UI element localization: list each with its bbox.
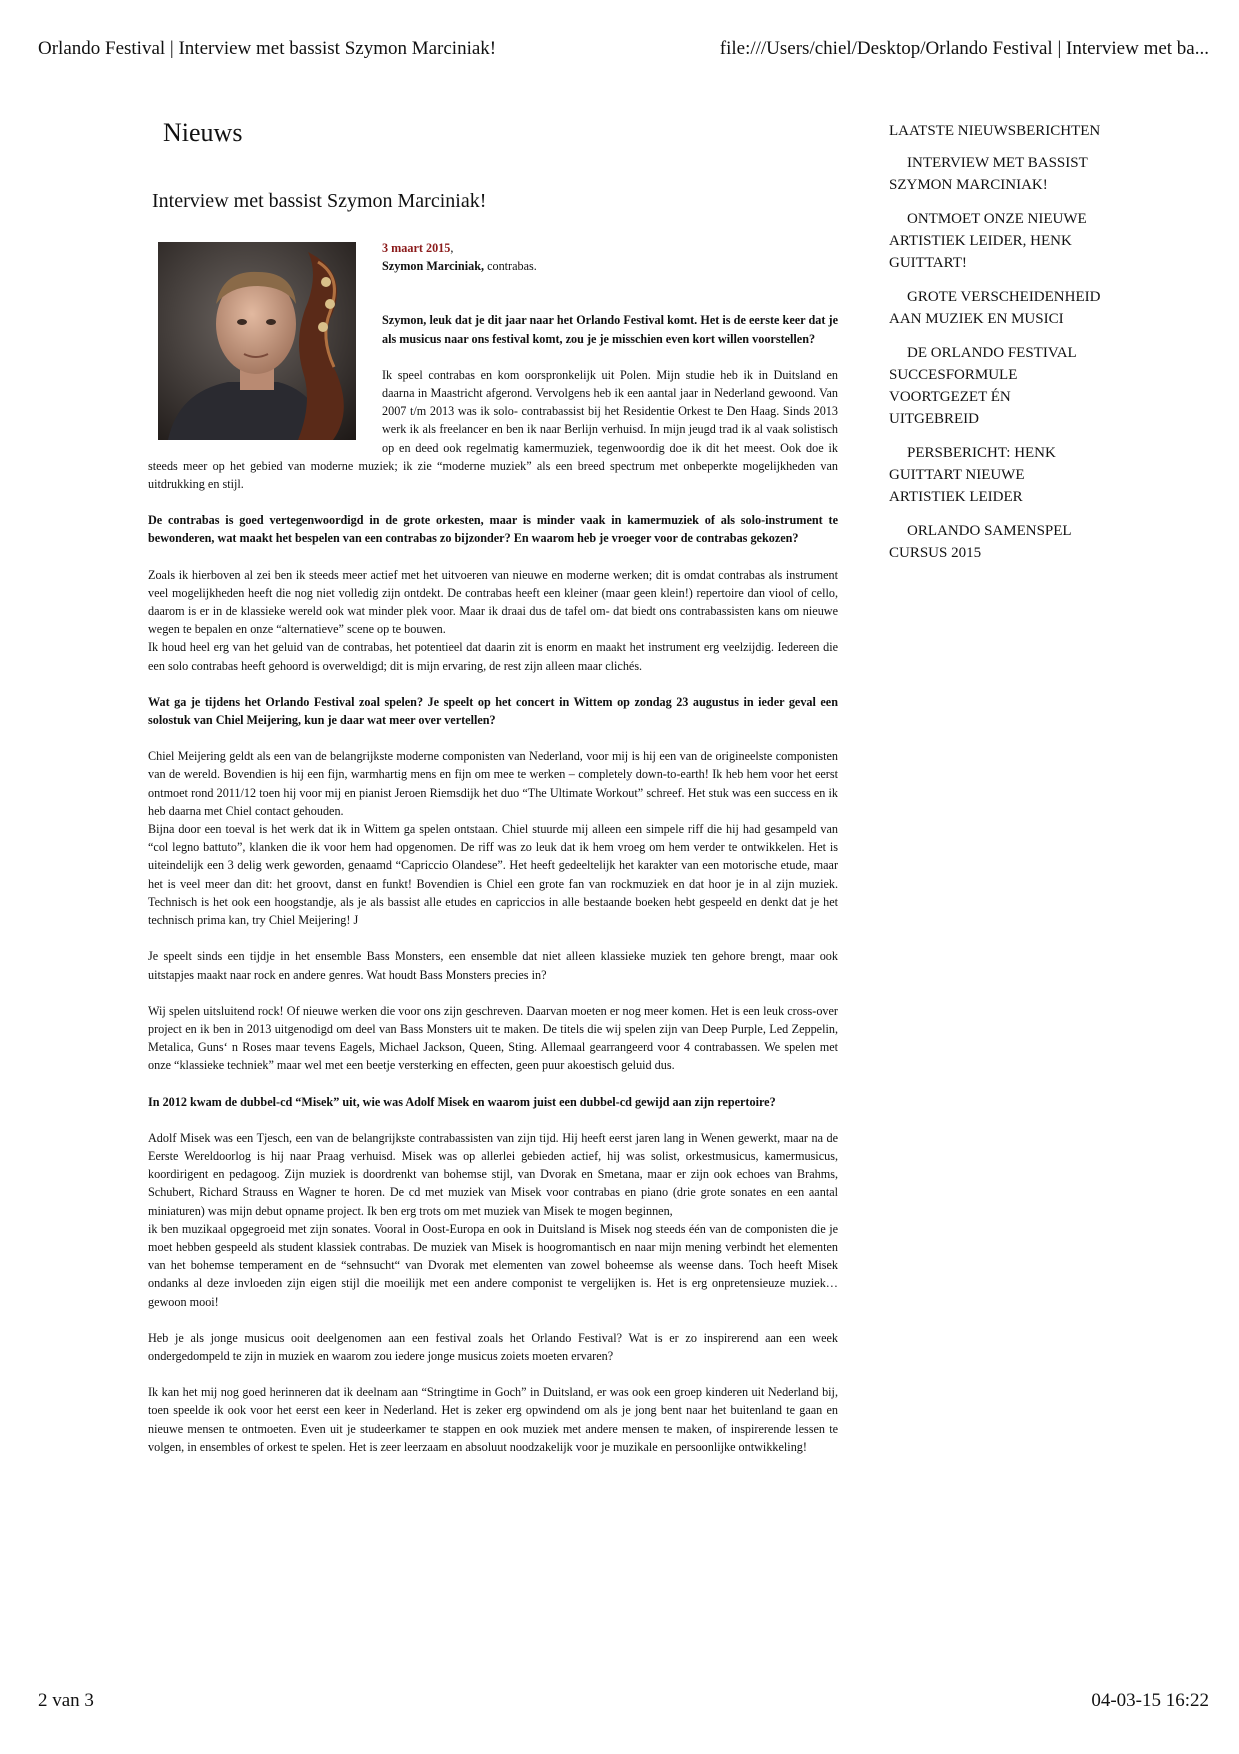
news-link[interactable]: INTERVIEW MET BASSIST SZYMON MARCINIAK! — [889, 155, 1088, 193]
news-list — [889, 152, 1104, 564]
interview-question: De contrabas is goed vertegenwoordigd in de grote orkesten, maar is minder vaak in kamermuziek of als solo-instrument te bewonderen, wat maakt het bespelen van een contrabas zo bijzonder? En waarom heb je vroeger voor de contrabas gekozen? — [148, 513, 838, 546]
news-link[interactable]: PERSBERICHT: HENK GUITTART NIEUWE ARTISTIEK LEIDER — [889, 445, 1056, 505]
print-page-title: Orlando Festival | Interview met bassist Szymon Marciniak! — [38, 38, 497, 59]
article-title: Interview met bassist Szymon Marciniak! — [152, 190, 487, 212]
print-page-number: 2 van 3 — [38, 1690, 94, 1711]
print-datetime: 04-03-15 16:22 — [1091, 1690, 1209, 1711]
news-link[interactable]: ONTMOET ONZE NIEUWE ARTISTIEK LEIDER, HENK GUITTART! — [889, 211, 1087, 271]
article-author-role: contrabas. — [484, 259, 537, 274]
news-link[interactable]: GROTE VERSCHEIDENHEID AAN MUZIEK EN MUSICI — [889, 289, 1101, 327]
print-page-url: file:///Users/chiel/Desktop/Orlando Festival | Interview met ba... — [719, 38, 1209, 59]
article-paragraphs — [148, 311, 838, 1456]
sidebar-latest-news — [889, 122, 1104, 576]
print-header — [38, 38, 1209, 68]
print-footer — [38, 1690, 1209, 1718]
portrait-image — [158, 242, 356, 440]
news-link[interactable]: DE ORLANDO FESTIVAL SUCCESFORMULE VOORTGEZET ÉN UITGEBREID — [889, 345, 1077, 427]
article-date: 3 maart 2015 — [382, 241, 451, 255]
interview-answer: Chiel Meijering geldt als een van de belangrijkste moderne componisten van Nederland, voor mij is hij een van de origineelste componisten van de wereld. Bovendien is hij een fijn, warmhartig mens en fijn om mee te werken – completely down-to-earth! Ik heb hem voor het eerst ontmoet rond 2011/12 toen hij voor mij en pianist Jeroen Riemsdijk het duo “The Ultimate Workout” schreef. Het stuk was een success en ik heb daarna met Chiel contact gehouden. Bijna door een toeval is het werk dat ik in Wittem ga spelen ontstaan. Chiel stuurde mij alleen een simpele riff die hij had gesampeld van “col legno battuto”, klanken die ik voor hem had opgenomen. De riff was zo leuk dat ik hem vroeg om hem verder te ontwikkelen. Het is uiteindelijk een 3 delig werk geworden, genaamd “Capriccio Olandese”. Het heeft gedeeltelijk het karakter van een motorische etude, maar het is veel meer dan dit: het groovt, danst en funkt! Bovendien is Chiel een grote fan van rockmuziek en dat hoor je in al zijn muziek. Technisch is het ook een hoogstandje, als je als bassist alle etudes en capriccios in alle bestaande boeken hebt gespeeld en denkt dat je het technisch prima kan, try Chiel Meijering! J — [148, 749, 838, 928]
article-date-separator: , — [450, 241, 454, 255]
section-title: Nieuws — [163, 118, 243, 147]
interview-answer: Wij spelen uitsluitend rock! Of nieuwe werken die voor ons zijn geschreven. Daarvan moeten er nog meer komen. Het is een leuk cross-over project en ik ben in 2013 uitgenodigd om deel van Bass Monsters uit te maken. De titels die wij spelen zijn van Deep Purple, Led Zeppelin, Metalica, Guns‘ n Roses maar tevens Eagels, Michael Jackson, Queen, Sting. Allemaal gearrangeerd voor 4 contrabassen. We spelen met onze “klassieke techniek” maar wel met een beetje versterking en effecten, geen puur akoestisch geluid dus. — [148, 1003, 838, 1073]
interview-answer: Heb je als jonge musicus ooit deelgenomen aan een festival zoals het Orlando Festival? Wat is er zo inspirerend aan een week ondergedompeld te zijn in muziek en waarom zou iedere jonge musicus zoiets moeten ervaren? — [148, 1330, 838, 1363]
interview-question: Wat ga je tijdens het Orlando Festival zoal spelen? Je speelt op het concert in Wittem op zondag 23 augustus in ieder geval een solostuk van Chiel Meijering, kun je daar wat meer over vertellen? — [148, 694, 838, 728]
interview-answer: Je speelt sinds een tijdje in het ensemble Bass Monsters, een ensemble dat niet alleen klassieke muziek ten gehore brengt, maar ook uitstapjes maakt naar rock en andere genres. Wat houdt Bass Monsters precies in? — [148, 949, 838, 982]
sidebar-heading: LAATSTE NIEUWSBERICHTEN — [889, 123, 1101, 139]
interview-answer: Ik speel contrabas en kom oorspronkelijk uit Polen. Mijn studie heb ik in Duitsland en daarna in Maastricht afgerond. Vervolgens heb ik een aantal jaar in Nederland gewoond. Van 2007 t/m 2013 was ik solo- contrabassist bij het Residentie Orkest te Den Haag. Sinds 2013 werk ik als freelancer en ben ik naar Berlijn verhuisd. In mijn jeugd trad ik al vaak solistisch op en deed ook regelmatig kamermuziek, tegenwoordig doe ik dit het meest. Ook doe ik steeds meer op het gebied van moderne muziek; ik zie “moderne muziek” als een breed spectrum met onbeperkte mogelijkheden van uitdrukking en stijl. — [148, 367, 838, 492]
news-link[interactable]: ORLANDO SAMENSPEL CURSUS 2015 — [889, 523, 1072, 561]
article-body — [148, 239, 838, 1456]
portrait-photo — [158, 242, 356, 440]
main-content — [148, 118, 838, 1474]
interview-question: Szymon, leuk dat je dit jaar naar het Orlando Festival komt. Het is de eerste keer dat je als musicus naar ons festival komt, zou je je misschien even kort willen voorstellen? — [382, 313, 838, 346]
interview-answer: Zoals ik hierboven al zei ben ik steeds meer actief met het uitvoeren van nieuwe en moderne werken; dit is omdat contrabas als instrument veel mogelijkheden heeft die nog niet volledig zijn ontdekt. De contrabas heeft een kleiner (maar geen klein!) repertoire dan viool of cello, daarom is er in de klassieke wereld ook wat minder plek voor. Maar ik draai dus de tafel om- dat biedt ons contrabassisten kans om nieuwe wegen te bepalen en onze “alternatieve” scene op te bouwen. Ik houd heel erg van het geluid van de contrabas, het potentieel dat daarin zit is enorm en maakt het instrument erg veelzijdig. Iedereen die een solo contrabas heeft gehoord is overweldigd; dit is mijn ervaring, de rest zijn alleen maar clichés. — [148, 567, 838, 673]
interview-question: In 2012 kwam de dubbel-cd “Misek” uit, wie was Adolf Misek en waarom juist een dubbel-cd gewijd aan zijn repertoire? — [148, 1094, 776, 1109]
article-author: Szymon Marciniak, — [382, 259, 485, 274]
interview-answer: Adolf Misek was een Tjesch, een van de belangrijkste contrabassisten van zijn tijd. Hij heeft eerst jaren lang in Wenen gewerkt, maar na de Eerste Wereldoorlog is hij naar Praag verhuisd. Misek was op allerlei gebieden actief, hij was solist, orkestmusicus, kamermusicus, koordirigent en pedagoog. Zijn muziek is doordrenkt van bohemse stijl, van Dvorak en Smetana, maar er zijn ook echoes van Brahms, Schubert, Richard Strauss en Wagner te horen. De cd met muziek van Misek voor contrabas en piano (drie grote sonates en een aantal miniaturen) was mijn debut opname project. Ik ben erg trots om met muziek van Misek te mogen beginnen, ik ben muzikaal opgegroeid met zijn sonates. Vooral in Oost-Europa en ook in Duitsland is Misek nog steeds één van de componisten die je moet hebben gespeeld als student klassiek contrabas. De muziek van Misek is hoogromantisch en naar mijn mening verbindt het elementen van het bohemse temperament en de “sehnsucht“ van Dvorak met elementen van zowel boheemse als weense dans. Toch heeft Misek ondanks al deze invloeden zijn eigen stijl die moeilijk met een andere componist te vergelijken is. Het is erg onpretensieuze muziek… gewoon mooi! — [148, 1130, 838, 1309]
interview-answer: Ik kan het mij nog goed herinneren dat ik deelnam aan “Stringtime in Goch” in Duitsland, er was ook een groep kinderen uit Nederland bij, toen speelde ik ook voor het eerst een keer in Nederland. Het is zeker erg opwindend om als je jong bent naar het buitenland te gaan en nieuwe mensen te ontmoeten. Even uit je studeerkamer te stappen en ook muziek met andere mensen te maken, of inspirerende lessen te volgen, in ensembles of orkest te spelen. Het is zeer leerzaam en absoluut noodzakelijk voor je muzikale en persoonlijke ontwikkeling! — [148, 1385, 838, 1454]
